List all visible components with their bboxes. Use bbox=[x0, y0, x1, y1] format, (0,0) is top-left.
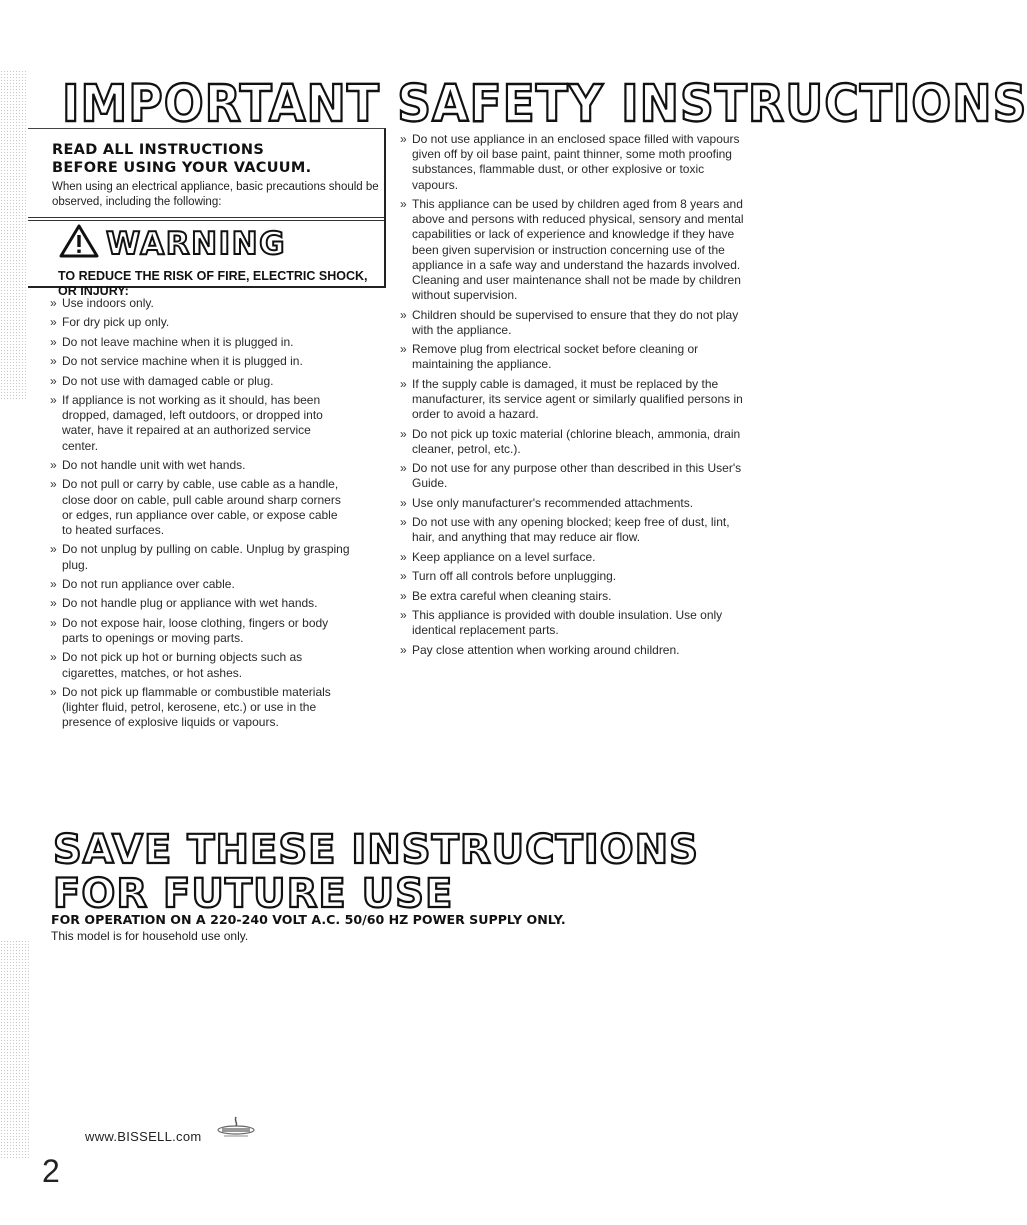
reduce-risk-heading: TO REDUCE THE RISK OF FIRE, ELECTRIC SHOCK, OR INJURY: bbox=[58, 269, 368, 298]
bissell-logo-icon bbox=[216, 1114, 256, 1147]
save-heading-line1: SAVE THESE INSTRUCTIONS bbox=[53, 827, 699, 873]
save-instructions-heading bbox=[53, 828, 699, 916]
list-item: » Do not handle unit with wet hands. bbox=[50, 458, 350, 473]
precautions-text: When using an electrical appliance, basic precautions should be observed, including the following: bbox=[52, 181, 379, 208]
list-item: » Do not use with damaged cable or plug. bbox=[50, 374, 350, 389]
list-item: » Do not pick up flammable or combustible materials (lighter fluid, petrol, kerosene, etc.) or use in the presence of explosive liquids or vapours. bbox=[50, 685, 350, 731]
list-item: » Do not use appliance in an enclosed space filled with vapours given off by oil base paint, paint thinner, some moth proofing substances, flammable dust, or other explosive or toxic vapours. bbox=[400, 132, 750, 193]
list-item: » Children should be supervised to ensure that they do not play with the appliance. bbox=[400, 308, 750, 338]
list-item: » Do not use with any opening blocked; keep free of dust, lint, hair, and anything that may reduce air flow. bbox=[400, 515, 750, 545]
page-number: 2 bbox=[42, 1153, 60, 1189]
page-title: IMPORTANT SAFETY INSTRUCTIONS bbox=[62, 74, 1027, 135]
list-item: » This appliance is provided with double insulation. Use only identical replacement parts. bbox=[400, 608, 750, 638]
list-item: » Pay close attention when working around children. bbox=[400, 643, 750, 658]
list-item: » Use only manufacturer's recommended attachments. bbox=[400, 496, 750, 511]
list-item: » Use indoors only. bbox=[50, 296, 350, 311]
divider bbox=[28, 217, 384, 218]
read-instructions-block bbox=[52, 135, 382, 210]
list-item: » Do not pick up hot or burning objects such as cigarettes, matches, or hot ashes. bbox=[50, 650, 350, 680]
warning-heading bbox=[58, 223, 286, 264]
list-item: » Turn off all controls before unplugging. bbox=[400, 569, 750, 584]
list-item: » Do not expose hair, loose clothing, fingers or body parts to openings or moving parts. bbox=[50, 616, 350, 646]
list-item: » This appliance can be used by children aged from 8 years and above and persons with reduced physical, sensory and mental capabilities or lack of experience and knowledge if they have been given supervision or instruction concerning use of the appliance in a safe way and understand the hazards involved. Cleaning and user maintenance shall not be made by children without supervision. bbox=[400, 197, 750, 303]
warning-word: WARNING bbox=[106, 225, 287, 262]
list-item: » Do not leave machine when it is plugged in. bbox=[50, 335, 350, 350]
divider bbox=[28, 220, 384, 221]
right-safety-list bbox=[400, 132, 750, 662]
left-safety-list bbox=[50, 296, 350, 735]
list-item: » Do not run appliance over cable. bbox=[50, 577, 350, 592]
list-item: » For dry pick up only. bbox=[50, 315, 350, 330]
list-item: » Do not pull or carry by cable, use cable as a handle, close door on cable, pull cable around sharp corners or edges, run appliance over cable, or expose cable to heated surfaces. bbox=[50, 477, 350, 538]
list-item: » Remove plug from electrical socket before cleaning or maintaining the appliance. bbox=[400, 342, 750, 372]
list-item: » Do not use for any purpose other than described in this User's Guide. bbox=[400, 461, 750, 491]
list-item: » If appliance is not working as it should, has been dropped, damaged, left outdoors, or dropped into water, have it repaired at an authorized service center. bbox=[50, 393, 350, 454]
scan-speckle bbox=[0, 70, 26, 400]
list-item: » If the supply cable is damaged, it must be replaced by the manufacturer, its service agent or similarly qualified persons in order to avoid a hazard. bbox=[400, 377, 750, 423]
save-heading-line2: FOR FUTURE USE bbox=[53, 871, 454, 917]
household-note: This model is for household use only. bbox=[51, 929, 249, 943]
list-item: » Do not handle plug or appliance with wet hands. bbox=[50, 596, 350, 611]
warning-triangle-icon bbox=[58, 223, 100, 264]
read-heading-line2: BEFORE USING YOUR VACUUM. bbox=[52, 160, 312, 176]
operation-note: FOR OPERATION ON A 220-240 VOLT A.C. 50/60 HZ POWER SUPPLY ONLY. bbox=[51, 912, 566, 927]
warning-box bbox=[28, 128, 386, 298]
list-item: » Be extra careful when cleaning stairs. bbox=[400, 589, 750, 604]
list-item: » Do not service machine when it is plugged in. bbox=[50, 354, 350, 369]
list-item: » Keep appliance on a level surface. bbox=[400, 550, 750, 565]
read-heading-line1: READ ALL INSTRUCTIONS bbox=[52, 142, 265, 158]
website-link[interactable]: www.BISSELL.com bbox=[85, 1129, 202, 1144]
scan-speckle bbox=[0, 940, 30, 1160]
list-item: » Do not pick up toxic material (chlorine bleach, ammonia, drain cleaner, petrol, etc.). bbox=[400, 427, 750, 457]
list-item: » Do not unplug by pulling on cable. Unplug by grasping plug. bbox=[50, 542, 350, 572]
